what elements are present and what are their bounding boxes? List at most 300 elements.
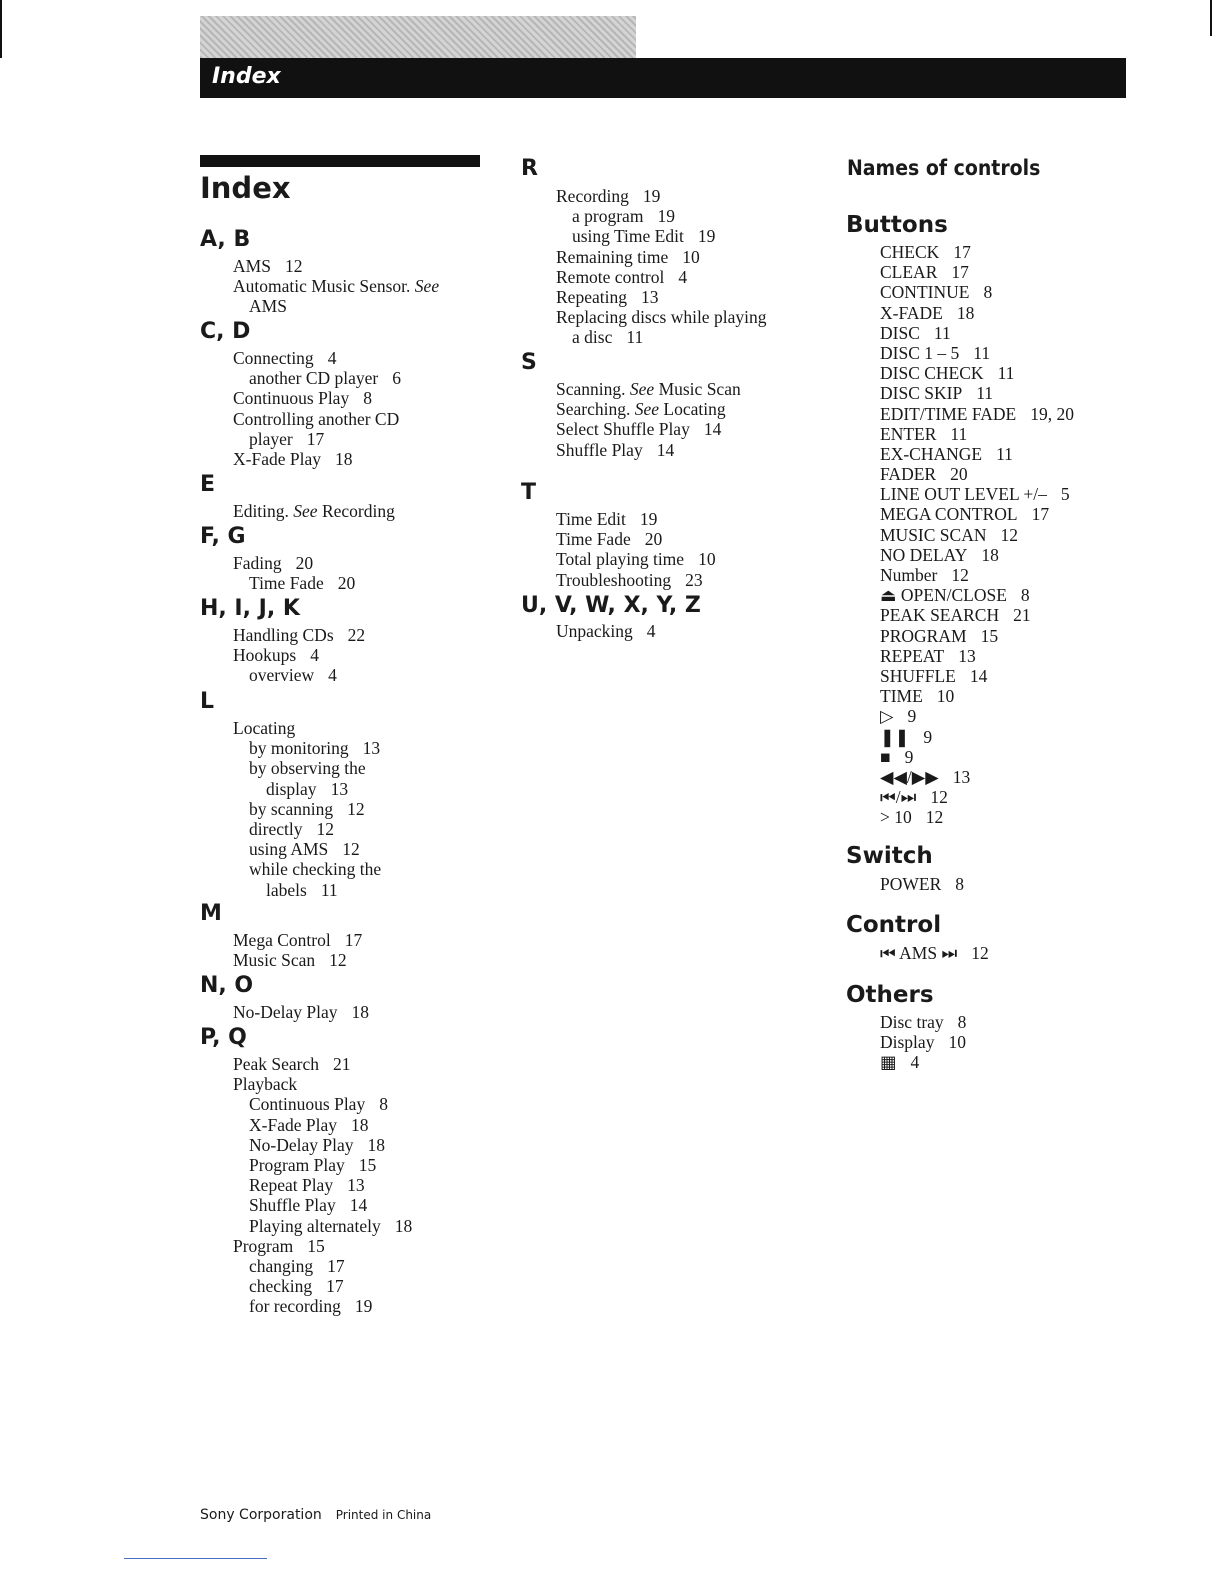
index-entry xyxy=(556,379,741,399)
index-entry xyxy=(233,665,365,685)
bottom-rule xyxy=(124,1558,267,1559)
index-entry xyxy=(556,570,716,590)
entry-term: Connecting xyxy=(233,348,314,368)
entry-term: NO DELAY xyxy=(880,544,968,565)
index-entry xyxy=(233,1236,412,1256)
entry-pages: 18 xyxy=(394,1215,413,1236)
index-entry xyxy=(233,859,381,879)
entry-pages: 11 xyxy=(933,322,951,343)
index-entry xyxy=(233,501,395,521)
entry-see: See xyxy=(629,379,655,399)
entry-pages: 18 xyxy=(350,1114,369,1135)
index-entry xyxy=(880,303,1074,323)
entry-pages: 23 xyxy=(685,569,703,590)
banner-bar xyxy=(200,58,1126,98)
entry-term: ■ xyxy=(880,746,891,767)
header-banner xyxy=(200,16,1126,98)
index-entry xyxy=(880,242,1074,262)
entry-term: CLEAR xyxy=(880,262,938,283)
index-entry xyxy=(880,343,1074,363)
entry-term: Recording xyxy=(556,186,629,206)
entry-term: Playback xyxy=(233,1074,298,1095)
entry-see: See xyxy=(634,399,660,420)
section-entries xyxy=(233,501,395,521)
entry-pages: 4 xyxy=(328,665,337,686)
entry-term: for recording xyxy=(249,1296,341,1317)
entry-term: a program xyxy=(572,206,644,227)
entry-pages: 11 xyxy=(997,363,1015,384)
entry-term: Fading xyxy=(233,553,282,573)
entry-pages: 17 xyxy=(306,428,325,449)
index-entry xyxy=(556,287,766,307)
entry-term: TIME xyxy=(880,686,923,707)
entry-pages: 11 xyxy=(626,327,644,348)
entry-pages: 12 xyxy=(284,256,303,276)
section-letter: M xyxy=(200,901,222,926)
entry-pages: 8 xyxy=(957,1012,967,1032)
entry-term: Repeating xyxy=(556,286,627,307)
entry-term: Music Scan xyxy=(233,950,316,971)
entry-term: EX-CHANGE xyxy=(880,443,983,464)
entry-pages: 20 xyxy=(644,529,663,550)
index-entry xyxy=(233,573,355,593)
index-entry xyxy=(556,267,766,287)
entry-term: labels xyxy=(266,879,307,900)
section-letter: T xyxy=(521,480,537,505)
entry-term: Scanning. xyxy=(556,379,626,399)
entry-pages: 9 xyxy=(904,746,914,767)
section-entries xyxy=(233,553,355,593)
index-entry xyxy=(556,509,716,529)
entry-term: Locating xyxy=(233,718,296,738)
entry-term: AMS xyxy=(249,296,287,317)
entry-pages: 12 xyxy=(971,943,989,963)
entry-pages: 17 xyxy=(951,262,969,283)
index-entry xyxy=(233,930,362,950)
entry-pages: 4 xyxy=(678,266,688,287)
entry-pages: 4 xyxy=(310,645,319,666)
index-entry xyxy=(880,282,1074,302)
index-entry xyxy=(233,348,401,368)
section-entries xyxy=(556,509,716,590)
entry-term: while checking the xyxy=(249,859,382,880)
entry-term: Number xyxy=(880,565,938,585)
entry-term: Handling CDs xyxy=(233,625,334,645)
entry-term: POWER xyxy=(880,874,942,894)
section-letter: E xyxy=(200,472,216,497)
index-entry xyxy=(233,1276,412,1296)
entry-pages: 13 xyxy=(640,286,659,307)
controls-switch-heading: Switch xyxy=(846,843,933,869)
entry-term: REPEAT xyxy=(880,645,945,666)
index-entry xyxy=(880,424,1074,444)
entry-pages: 10 xyxy=(682,246,700,267)
index-entry xyxy=(880,874,964,894)
index-entry xyxy=(233,1216,412,1236)
section-entries xyxy=(233,1002,369,1022)
entry-term: No-Delay Play xyxy=(233,1002,338,1022)
entry-term: Time Fade xyxy=(556,529,631,550)
index-entry xyxy=(233,1054,412,1074)
index-entry xyxy=(880,404,1074,424)
index-entry xyxy=(880,686,1074,706)
index-entry xyxy=(233,1256,412,1276)
entry-pages: 21 xyxy=(333,1054,351,1074)
entry-term: LINE OUT LEVEL +/– xyxy=(880,484,1047,505)
entry-pages: 13 xyxy=(958,645,976,666)
section-letter: C, D xyxy=(200,319,251,344)
controls-control-heading: Control xyxy=(846,912,942,938)
index-entry xyxy=(233,1296,412,1316)
entry-pages: 18 xyxy=(334,448,353,469)
entry-term: ⏏ OPEN/CLOSE xyxy=(880,585,1007,606)
index-entry xyxy=(880,747,1074,767)
index-entry xyxy=(880,383,1074,403)
index-entry xyxy=(880,565,1074,585)
entry-pages: 11 xyxy=(950,423,968,444)
entry-pages: 19 xyxy=(657,206,675,227)
entry-pages: 18 xyxy=(367,1134,385,1155)
index-entry xyxy=(880,1032,966,1052)
entry-pages: 18 xyxy=(981,544,999,565)
entry-term: Searching. xyxy=(556,399,631,420)
entry-term: AMS xyxy=(233,256,271,276)
index-entry xyxy=(233,1175,412,1195)
index-entry xyxy=(880,787,1074,807)
entry-term: Program Play xyxy=(249,1154,345,1175)
entry-term: a disc xyxy=(572,327,613,348)
entry-term: X-FADE xyxy=(880,302,943,323)
index-entry xyxy=(880,605,1074,625)
index-entry xyxy=(233,839,381,859)
index-entry xyxy=(556,621,656,641)
entry-term: ⏮ AMS ⏭ xyxy=(880,943,958,963)
section-entries xyxy=(233,930,362,970)
entry-term: Program xyxy=(233,1235,294,1256)
index-entry xyxy=(233,799,381,819)
entry-pages: 22 xyxy=(347,625,366,645)
index-entry xyxy=(880,444,1074,464)
entry-term: CONTINUE xyxy=(880,282,970,303)
entry-term: by scanning xyxy=(249,798,334,819)
entry-term: DISC SKIP xyxy=(880,383,963,404)
entry-term: Disc tray xyxy=(880,1012,944,1032)
entry-pages: 12 xyxy=(329,950,347,971)
entry-term: X-Fade Play xyxy=(233,448,321,469)
entry-term: DISC xyxy=(880,322,920,343)
entry-pages: 13 xyxy=(952,766,971,787)
section-entries xyxy=(233,625,365,686)
index-entry xyxy=(556,206,766,226)
controls-others-list xyxy=(880,1012,966,1073)
entry-pages: 17 xyxy=(344,930,363,950)
entry-pages: 8 xyxy=(363,388,372,409)
entry-pages: 20 xyxy=(337,573,356,594)
index-entry xyxy=(233,738,381,758)
entry-term: ❚❚ xyxy=(880,726,910,747)
entry-term: MEGA CONTROL xyxy=(880,504,1018,525)
entry-term: DISC 1 – 5 xyxy=(880,342,960,363)
index-entry xyxy=(880,525,1074,545)
entry-term: PEAK SEARCH xyxy=(880,605,1000,626)
entry-term: ⏮/⏭ xyxy=(880,787,917,808)
entry-pages: 19 xyxy=(697,226,716,247)
index-entry xyxy=(233,1155,412,1175)
entry-pages: 13 xyxy=(330,778,349,799)
index-entry xyxy=(556,440,741,460)
index-entry xyxy=(233,645,365,665)
index-entry xyxy=(880,262,1074,282)
entry-pages: 9 xyxy=(923,726,933,747)
index-entry xyxy=(233,409,401,429)
section-letter: F, G xyxy=(200,524,246,549)
section-letter: U, V, W, X, Y, Z xyxy=(521,593,701,618)
entry-pages: 14 xyxy=(349,1195,368,1216)
entry-term: Mega Control xyxy=(233,930,331,950)
entry-pages: 11 xyxy=(973,342,991,363)
index-entry xyxy=(880,646,1074,666)
index-entry xyxy=(233,718,381,738)
entry-pages: 10 xyxy=(936,686,955,707)
entry-pages: 12 xyxy=(1000,524,1018,545)
entry-term: No-Delay Play xyxy=(249,1134,354,1155)
entry-pages: 11 xyxy=(976,383,994,404)
entry-pages: 18 xyxy=(351,1002,369,1022)
entry-pages: 8 xyxy=(1020,585,1030,606)
section-entries xyxy=(233,348,401,469)
page-edge-mark xyxy=(0,0,2,58)
entry-pages: 12 xyxy=(951,565,969,585)
index-entry xyxy=(233,296,439,316)
entry-term: Remote control xyxy=(556,266,665,287)
entry-term: MUSIC SCAN xyxy=(880,524,987,545)
index-entry xyxy=(233,276,439,296)
footer-company: Sony Corporation xyxy=(200,1507,322,1523)
entry-pages: 11 xyxy=(996,443,1013,464)
entry-term: ▷ xyxy=(880,706,894,727)
entry-term: using Time Edit xyxy=(572,226,684,247)
entry-pages: 15 xyxy=(980,625,999,646)
entry-term: changing xyxy=(249,1255,314,1276)
entry-term: Time Edit xyxy=(556,509,626,529)
entry-reference: Recording xyxy=(321,501,395,521)
entry-pages: 4 xyxy=(910,1052,920,1073)
index-entry xyxy=(233,1074,412,1094)
index-entry xyxy=(556,186,766,206)
entry-term: Playing alternately xyxy=(249,1215,381,1236)
entry-pages: 13 xyxy=(347,1175,365,1196)
controls-others-heading: Others xyxy=(846,982,934,1008)
entry-term: Unpacking xyxy=(556,621,633,641)
entry-pages: 12 xyxy=(925,807,944,828)
entry-pages: 5 xyxy=(1060,484,1070,505)
entry-pages: 8 xyxy=(379,1094,388,1115)
entry-pages: 6 xyxy=(392,368,402,389)
entry-term: Remaining time xyxy=(556,246,669,267)
footer-printed: Printed in China xyxy=(335,1508,432,1522)
index-entry xyxy=(233,950,362,970)
entry-pages: 12 xyxy=(930,787,948,808)
entry-term: ◀◀/▶▶ xyxy=(880,766,939,787)
section-letter: N, O xyxy=(200,973,254,998)
entry-term: Shuffle Play xyxy=(249,1195,336,1216)
controls-control-list xyxy=(880,943,989,963)
page-edge-mark xyxy=(1210,0,1212,36)
section-letter: H, I, J, K xyxy=(200,596,300,621)
entry-pages: 17 xyxy=(953,242,971,262)
index-entry xyxy=(233,553,355,573)
entry-pages: 15 xyxy=(358,1154,377,1175)
entry-term: ▦ xyxy=(880,1052,897,1073)
entry-term: by monitoring xyxy=(249,738,349,759)
entry-pages: 19, 20 xyxy=(1030,403,1074,424)
index-entry xyxy=(556,419,741,439)
entry-term: Display xyxy=(880,1032,935,1053)
entry-pages: 13 xyxy=(362,738,381,759)
entry-term: Total playing time xyxy=(556,549,685,570)
section-letter: L xyxy=(200,689,215,714)
section-entries xyxy=(233,718,381,900)
index-entry xyxy=(556,549,716,569)
index-entry xyxy=(233,758,381,778)
index-entry xyxy=(880,626,1074,646)
index-entry xyxy=(556,327,766,347)
controls-buttons-heading: Buttons xyxy=(846,212,948,238)
entry-term: Peak Search xyxy=(233,1054,320,1074)
entry-pages: 10 xyxy=(698,549,716,570)
entry-term: X-Fade Play xyxy=(249,1114,337,1135)
index-entry xyxy=(233,1115,412,1135)
index-entry xyxy=(880,545,1074,565)
entry-pages: 14 xyxy=(656,439,675,460)
index-entry xyxy=(880,464,1074,484)
index-entry xyxy=(880,323,1074,343)
entry-pages: 10 xyxy=(948,1032,966,1053)
entry-term: EDIT/TIME FADE xyxy=(880,403,1017,424)
section-letter: R xyxy=(521,156,538,181)
index-entry xyxy=(880,767,1074,787)
index-entry xyxy=(233,256,439,276)
section-letter: A, B xyxy=(200,227,251,252)
entry-term: using AMS xyxy=(249,839,329,860)
index-entry xyxy=(233,625,365,645)
entry-term: FADER xyxy=(880,464,937,485)
entry-term: Select Shuffle Play xyxy=(556,419,690,440)
entry-pages: 4 xyxy=(646,621,656,641)
entry-term: checking xyxy=(249,1276,313,1297)
entry-pages: 12 xyxy=(316,818,334,839)
entry-pages: 11 xyxy=(320,879,338,900)
section-entries xyxy=(233,256,439,317)
index-entry xyxy=(556,399,741,419)
index-entry xyxy=(233,819,381,839)
index-entry xyxy=(556,247,766,267)
entry-term: Time Fade xyxy=(249,573,324,594)
entry-pages: 19 xyxy=(639,509,658,529)
entry-see: See xyxy=(293,501,318,521)
index-entry xyxy=(880,585,1074,605)
entry-term: directly xyxy=(249,818,303,839)
entry-pages: 17 xyxy=(327,1255,345,1276)
page-title: Index xyxy=(200,171,291,205)
entry-term: by observing the xyxy=(249,758,366,779)
entry-term: SHUFFLE xyxy=(880,665,956,686)
index-entry xyxy=(880,666,1074,686)
index-entry xyxy=(233,1094,412,1114)
entry-reference: Locating xyxy=(663,399,726,420)
section-entries xyxy=(233,1054,412,1316)
entry-pages: 19 xyxy=(642,186,661,206)
entry-term: another CD player xyxy=(249,368,379,389)
index-entry xyxy=(556,307,766,327)
entry-pages: 4 xyxy=(327,348,337,368)
entry-term: Replacing discs while playing xyxy=(556,307,767,328)
entry-pages: 8 xyxy=(983,282,993,303)
section-letter: P, Q xyxy=(200,1025,247,1050)
index-entry xyxy=(556,226,766,246)
entry-term: Continuous Play xyxy=(233,388,350,409)
index-entry xyxy=(880,943,989,963)
index-entry xyxy=(233,779,381,799)
index-entry xyxy=(556,529,716,549)
controls-title: Names of controls xyxy=(847,156,1041,180)
entry-term: Continuous Play xyxy=(249,1094,366,1115)
entry-pages: 9 xyxy=(907,706,917,727)
entry-reference: Music Scan xyxy=(658,379,741,399)
index-entry xyxy=(233,449,401,469)
section-letter: S xyxy=(521,350,537,375)
index-entry xyxy=(880,484,1074,504)
heading-rule xyxy=(200,155,480,167)
controls-switch-list xyxy=(880,874,964,894)
entry-pages: 17 xyxy=(326,1276,344,1297)
entry-term: Hookups xyxy=(233,645,297,666)
index-entry xyxy=(880,363,1074,383)
entry-term: overview xyxy=(249,665,315,686)
entry-pages: 12 xyxy=(347,798,365,819)
footer xyxy=(200,1505,431,1525)
entry-term: Editing. xyxy=(233,501,289,521)
entry-pages: 18 xyxy=(956,302,975,323)
entry-pages: 8 xyxy=(955,874,964,894)
entry-term: Automatic Music Sensor. xyxy=(233,276,411,297)
entry-term: ENTER xyxy=(880,423,937,444)
entry-term: Repeat Play xyxy=(249,1175,334,1196)
entry-pages: 17 xyxy=(1031,504,1050,525)
entry-term: Controlling another CD xyxy=(233,408,400,429)
entry-pages: 12 xyxy=(342,839,360,860)
index-entry xyxy=(233,880,381,900)
index-entry xyxy=(880,1012,966,1032)
index-entry xyxy=(233,1135,412,1155)
index-entry xyxy=(233,1002,369,1022)
index-entry xyxy=(233,429,401,449)
index-entry xyxy=(880,706,1074,726)
entry-term: Shuffle Play xyxy=(556,439,643,460)
entry-term: DISC CHECK xyxy=(880,363,984,384)
entry-term: Troubleshooting xyxy=(556,569,672,590)
entry-term: display xyxy=(266,778,317,799)
index-entry xyxy=(880,727,1074,747)
index-entry xyxy=(880,807,1074,827)
entry-term: CHECK xyxy=(880,242,940,262)
banner-texture xyxy=(200,16,636,58)
controls-buttons-list xyxy=(880,242,1074,827)
entry-term: player xyxy=(249,428,293,449)
entry-term: > 10 xyxy=(880,807,912,828)
entry-pages: 21 xyxy=(1013,605,1031,626)
index-entry xyxy=(233,1195,412,1215)
